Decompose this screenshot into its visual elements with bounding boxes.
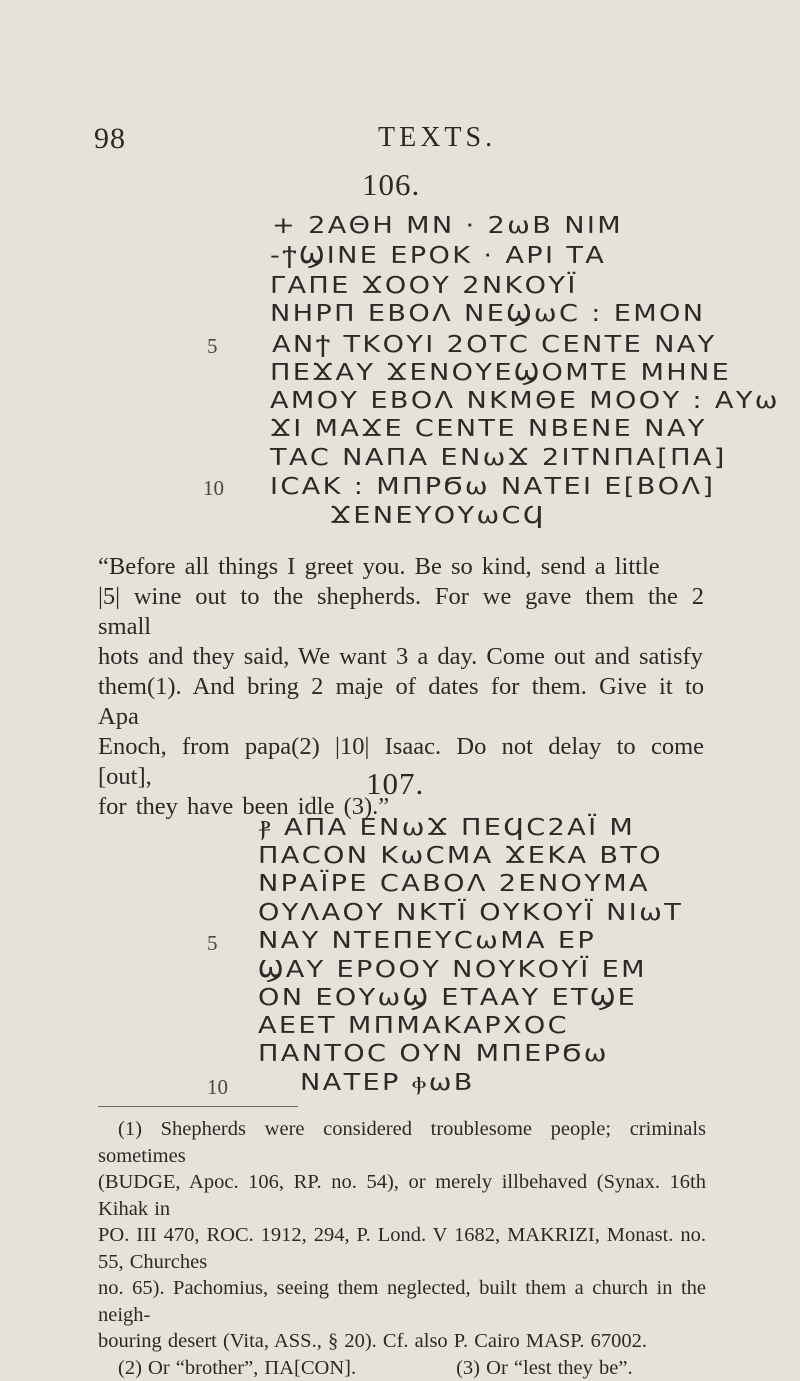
translation-line: hots and they said, We want 3 a day. Come out and satisfy xyxy=(98,642,704,672)
coptic-line: ΙϹΑΚ : ΜΠΡϬω ΝΑΤΕΙ Ε[ΒΟΛ] xyxy=(270,474,715,500)
coptic-line: ΠΑϹΟΝ ΚωϹΜΑ ϪΕΚΑ ΒΤΟ xyxy=(258,843,663,869)
line-number: 5 xyxy=(207,931,218,956)
footnote-2: (2) Or “brother”, ΠΑ[ϹΟΝ]. xyxy=(118,1357,356,1379)
footnote-line: (BUDGE, Apoc. 106, RP. no. 54), or merely illbehaved (Synax. 16th Kihak in xyxy=(98,1169,706,1222)
coptic-line: ϪΙ ΜΑϪΕ ϹΕΝΤΕ ΝΒΕΝΕ ΝΑΥ xyxy=(270,416,707,442)
footnote-line: (1) Shepherds were considered troublesome people; criminals sometimes xyxy=(98,1116,706,1169)
line-number: 10 xyxy=(207,1075,228,1100)
page-number: 98 xyxy=(94,122,126,156)
coptic-line: ΝΑΤΕΡ ⲫωΒ xyxy=(300,1070,475,1096)
translation-line: |5| wine out to the shepherds. For we gave them the 2 small xyxy=(98,582,704,642)
coptic-line: ΠΕϪΑΥ ϪΕΝΟΥΕϢΟΜΤΕ ΜΗΝΕ xyxy=(270,360,731,386)
translation-line: for they have been idle (3).” xyxy=(98,792,704,822)
footnote-3: (3) Or “lest they be”. xyxy=(456,1357,632,1379)
translation-line: them(1). And bring 2 maje of dates for them. Give it to Apa xyxy=(98,672,704,732)
line-number: 10 xyxy=(203,476,224,501)
footnote-line: bouring desert (Vita, ASS., § 20). Cf. also P. Cairo MASP. 67002. xyxy=(98,1328,706,1355)
translation-line: Enoch, from papa(2) |10| Isaac. Do not delay to come [out], xyxy=(98,732,704,792)
footnotes xyxy=(98,1116,706,1381)
line-number: 5 xyxy=(207,334,218,359)
coptic-line: ΠΑΝΤΟϹ ΟΥΝ ΜΠΕΡϬω xyxy=(258,1041,609,1067)
section-number-106: 106. xyxy=(362,167,420,203)
coptic-line: -ϯϢΙΝΕ ΕΡΟΚ · ΑΡΙ ΤΑ xyxy=(270,243,606,269)
coptic-line: ΝΡΑΪΡΕ ϹΑΒΟΛ 2ΕΝΟΥΜΑ xyxy=(258,871,650,897)
footnote-line: no. 65). Pachomius, seeing them neglected, built them a church in the neigh- xyxy=(98,1275,706,1328)
coptic-line: ΟΝ ΕΟΥωϢ ΕΤΑΑΥ ΕΤϢΕ xyxy=(258,985,637,1011)
footnote-line: PO. III 470, ROC. 1912, 294, P. Lond. V 1682, MAKRIZI, Monast. no. 55, Churches xyxy=(98,1222,706,1275)
footnote-rule xyxy=(98,1106,298,1107)
running-title: TEXTS. xyxy=(378,122,496,154)
coptic-line: + 2ΑΘΗ ΜΝ · 2ωΒ ΝΙΜ xyxy=(272,213,623,239)
coptic-line: ⳁ ΑΠΑ ΕΝωϪ ΠΕϤϹ2ΑΪ Μ xyxy=(258,815,635,841)
running-head xyxy=(0,122,800,162)
section-number-107: 107. xyxy=(366,766,424,802)
coptic-line: ΓΑΠΕ ϪΟΟΥ 2ΝΚΟΥΪ xyxy=(270,273,578,299)
coptic-line: ΝΑΥ ΝΤΕΠΕΥϹωΜΑ ΕΡ xyxy=(258,928,596,954)
coptic-line: ΑΝϯ ΤΚΟΥΙ 2ΟΤϹ ϹΕΝΤΕ ΝΑΥ xyxy=(272,332,717,358)
coptic-line: ΑΜΟΥ ΕΒΟΛ ΝΚΜΘΕ ΜΟΟΥ : ΑΥω xyxy=(270,388,780,414)
footnote-line-2-3 xyxy=(98,1355,706,1381)
coptic-line: ΑΕΕΤ ΜΠΜΑΚΑΡΧΟϹ xyxy=(258,1013,569,1039)
coptic-line: ΟΥΛΑΟΥ ΝΚΤΪ ΟΥΚΟΥΪ ΝΙωΤ xyxy=(258,900,683,926)
translation-line: “Before all things I greet you. Be so kind, send a little xyxy=(98,552,704,582)
coptic-line: ϪΕΝΕΥΟΥωϹϤ xyxy=(330,503,546,529)
coptic-line: ΤΑϹ ΝΑΠΑ ΕΝωϪ 2ΙΤΝΠΑ[ΠΑ] xyxy=(270,445,727,471)
coptic-line: ΝΗΡΠ ΕΒΟΛ ΝΕϢωϹ : ΕΜΟΝ xyxy=(270,301,705,327)
coptic-line: ϢΑΥ ΕΡΟΟΥ ΝΟΥΚΟΥΪ ΕΜ xyxy=(258,957,647,983)
